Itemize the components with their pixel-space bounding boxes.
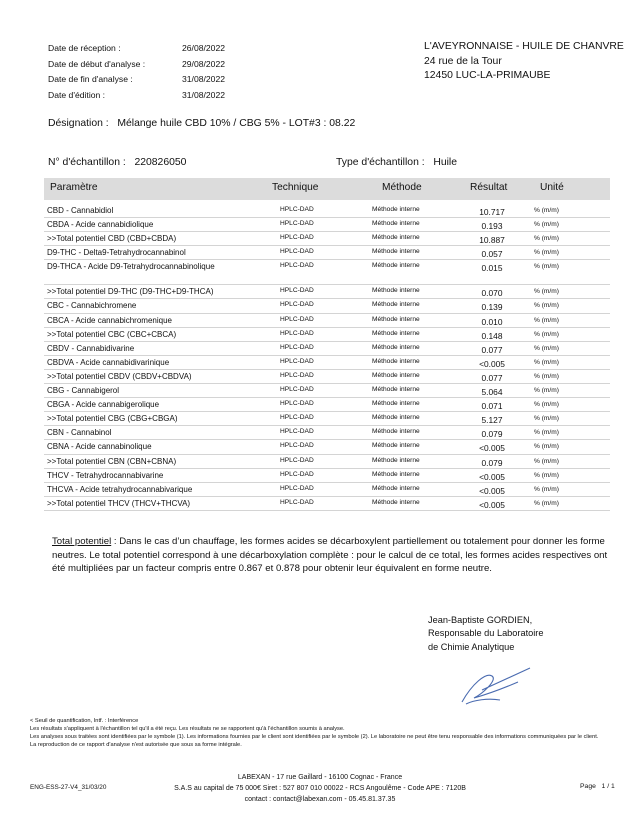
company-line: LABEXAN - 17 rue Gaillard - 16100 Cognac - France: [237, 774, 403, 781]
cell-unite: % (m/m): [534, 443, 559, 451]
cell-parametre: CBN - Cannabinol: [47, 428, 112, 438]
header-technique: Technique: [272, 182, 319, 193]
cell-parametre: CBG - Cannabigerol: [47, 386, 120, 396]
signatory-role: de Chimie Analytique: [428, 641, 515, 652]
cell-resultat: <0.005: [479, 485, 505, 496]
table-row: [44, 469, 610, 483]
cell-methode: Méthode interne: [372, 371, 420, 379]
cell-technique: HPLC-DAD: [280, 357, 314, 365]
handwritten-signature: [452, 664, 542, 710]
cell-unite: % (m/m): [534, 415, 559, 423]
cell-methode: Méthode interne: [372, 400, 420, 408]
document-reference: ENG-ESS-27-V4_31/03/20: [30, 784, 107, 791]
cell-methode: Méthode interne: [372, 343, 420, 351]
cell-methode: Méthode interne: [372, 428, 420, 436]
header-resultat: Résultat: [470, 182, 508, 193]
cell-methode: Méthode interne: [372, 414, 420, 422]
cell-parametre: >>Total potentiel CBD (CBD+CBDA): [47, 234, 177, 244]
cell-resultat: 0.057: [481, 249, 503, 260]
header-parametre: Paramètre: [50, 182, 98, 193]
sample-number-label: N° d'échantillon :: [48, 157, 126, 168]
cell-technique: HPLC-DAD: [280, 262, 314, 270]
cell-technique: HPLC-DAD: [280, 371, 314, 379]
cell-technique: HPLC-DAD: [280, 456, 314, 464]
cell-technique: HPLC-DAD: [280, 343, 314, 351]
table-row: [44, 204, 610, 218]
designation: [48, 118, 355, 129]
cell-methode: Méthode interne: [372, 206, 420, 213]
cell-parametre: D9-THC - Delta9-Tetrahydrocannabinol: [47, 248, 186, 258]
table-row: [44, 497, 610, 511]
cell-resultat: 5.127: [481, 415, 503, 426]
cell-resultat: <0.005: [479, 443, 505, 454]
cell-resultat: 0.010: [481, 316, 503, 327]
address-line: L'AVEYRONNAISE - HUILE DE CHANVRE: [424, 41, 624, 52]
address-line: 12450 LUC-LA-PRIMAUBE: [424, 70, 551, 81]
date-label: Date d'édition :: [48, 89, 106, 100]
cell-methode: Méthode interne: [372, 287, 420, 295]
results-table-body: [44, 204, 610, 511]
footnotes: [30, 718, 630, 750]
cell-resultat: 0.079: [481, 457, 503, 468]
cell-resultat: 0.070: [481, 288, 503, 299]
cell-parametre: >>Total potentiel CBDV (CBDV+CBDVA): [47, 371, 192, 381]
cell-methode: Méthode interne: [372, 442, 420, 450]
cell-unite: % (m/m): [534, 235, 559, 243]
table-row: [44, 412, 610, 426]
cell-resultat: 0.139: [481, 302, 503, 313]
cell-parametre: CBD - Cannabidiol: [47, 206, 114, 215]
cell-methode: Méthode interne: [372, 484, 420, 492]
table-row: [44, 299, 610, 313]
cell-unite: % (m/m): [534, 358, 559, 366]
header-methode: Méthode: [382, 182, 422, 193]
sample-number: [48, 157, 186, 168]
cell-parametre: CBDVA - Acide cannabidivarinique: [47, 357, 170, 367]
cell-methode: Méthode interne: [372, 329, 420, 337]
designation-value: Mélange huile CBD 10% / CBG 5% - LOT#3 : 08.22: [117, 118, 356, 129]
footnote: La reproduction de ce rapport d'analyse n'est autorisée que sous sa forme intégrale.: [30, 741, 242, 748]
footnote: Les analyses sous traitées sont identifiées par le symbole (1). Les informations fournies par le client sont identifiées par le symbole (2). Le laboratoire ne peut être tenu responsable des informations communiquées par le client.: [30, 733, 599, 740]
cell-technique: HPLC-DAD: [280, 329, 314, 337]
cell-methode: Méthode interne: [372, 301, 420, 309]
cell-resultat: <0.005: [479, 499, 505, 510]
cell-parametre: CBNA - Acide cannabinolique: [47, 442, 152, 452]
cell-methode: Méthode interne: [372, 386, 420, 394]
table-row: [44, 218, 610, 232]
cell-technique: HPLC-DAD: [280, 484, 314, 492]
cell-unite: % (m/m): [534, 316, 559, 324]
table-row: [44, 232, 610, 246]
total-potential-note: [52, 535, 622, 576]
cell-unite: % (m/m): [534, 499, 559, 507]
date-row: [48, 72, 225, 88]
results-table-header: [44, 178, 610, 200]
company-line: contact : contact@labexan.com - 05.45.81.37.35: [244, 796, 396, 803]
cell-technique: HPLC-DAD: [280, 386, 314, 394]
page-value: 1 / 1: [601, 783, 615, 790]
cell-technique: HPLC-DAD: [280, 428, 314, 436]
table-row: [44, 398, 610, 412]
cell-resultat: 0.193: [481, 221, 503, 232]
cell-parametre: >>Total potentiel CBN (CBN+CBNA): [47, 456, 177, 466]
header-unite: Unité: [540, 182, 564, 193]
date-value: 26/08/2022: [182, 43, 226, 53]
date-value: 29/08/2022: [182, 58, 226, 69]
cell-unite: % (m/m): [534, 302, 559, 310]
cell-resultat: <0.005: [479, 471, 505, 482]
table-row: [44, 260, 610, 285]
date-row: [48, 41, 225, 57]
cell-parametre: >>Total potentiel THCV (THCV+THCVA): [47, 498, 191, 508]
date-label: Date de début d'analyse :: [48, 58, 146, 69]
cell-technique: HPLC-DAD: [280, 400, 314, 408]
sample-type-value: Huile: [433, 157, 457, 168]
dates-block: [48, 41, 225, 103]
cell-resultat: 0.079: [481, 429, 503, 440]
note-label: Total potentiel: [52, 536, 112, 547]
cell-technique: HPLC-DAD: [280, 301, 314, 309]
cell-unite: % (m/m): [534, 330, 559, 338]
cell-resultat: 0.077: [481, 372, 503, 383]
cell-methode: Méthode interne: [372, 234, 420, 242]
cell-unite: % (m/m): [534, 457, 559, 465]
cell-unite: % (m/m): [534, 471, 559, 479]
note-text: : Dans le cas d’un chauffage, les formes acides se décarboxylent partiellement ou totalement pour donner les forme neutres. Le total potentiel correspond à une décarboxylation complète : pour le calcul de ce total, les formes acides respectives ont été multipliées par un facteur compris entre 0.867 et 0.878 pour obtenir leur équivalent en forme neutre.: [52, 536, 608, 575]
cell-technique: HPLC-DAD: [280, 442, 314, 450]
date-label: Date de fin d'analyse :: [48, 74, 133, 84]
cell-technique: HPLC-DAD: [280, 315, 314, 323]
table-row: [44, 342, 610, 356]
table-row: [44, 483, 610, 497]
cell-parametre: CBGA - Acide cannabigerolique: [47, 400, 160, 410]
cell-technique: HPLC-DAD: [280, 498, 314, 506]
signatory-role: Responsable du Laboratoire: [428, 628, 544, 639]
cell-methode: Méthode interne: [372, 470, 420, 478]
table-row: [44, 285, 610, 299]
designation-label: Désignation :: [48, 118, 109, 129]
signatory-name: Jean-Baptiste GORDIEN,: [428, 615, 533, 625]
cell-unite: % (m/m): [534, 401, 559, 409]
cell-methode: Méthode interne: [372, 248, 420, 256]
cell-resultat: 5.064: [481, 387, 503, 398]
table-row: [44, 384, 610, 398]
cell-methode: Méthode interne: [372, 262, 420, 270]
client-address: [424, 40, 624, 84]
cell-technique: HPLC-DAD: [280, 248, 314, 256]
page-number: [580, 783, 615, 790]
cell-resultat: 0.071: [481, 401, 503, 412]
footnote: < Seuil de quantification, Intf. : Interférence: [30, 718, 139, 724]
cell-parametre: >>Total potentiel CBG (CBG+CBGA): [47, 414, 178, 424]
cell-methode: Méthode interne: [372, 220, 420, 228]
company-line: S.A.S au capital de 75 000€ Siret : 527 807 010 00022 - RCS Angoulême - Code APE : 7120B: [174, 785, 466, 792]
cell-resultat: 0.077: [481, 344, 503, 355]
table-row: [44, 328, 610, 342]
table-row: [44, 314, 610, 328]
cell-technique: HPLC-DAD: [280, 220, 314, 228]
table-row: [44, 370, 610, 384]
cell-parametre: D9-THCA - Acide D9-Tetrahydrocannabinolique: [47, 262, 215, 272]
table-row: [44, 426, 610, 440]
cell-resultat: 10.717: [479, 207, 505, 217]
cell-methode: Méthode interne: [372, 456, 420, 464]
sample-type-label: Type d'échantillon :: [336, 157, 425, 168]
cell-parametre: CBC - Cannabichromene: [47, 301, 137, 311]
sample-type: [336, 157, 457, 168]
cell-parametre: CBCA - Acide cannabichromenique: [47, 315, 172, 325]
cell-parametre: >>Total potentiel CBC (CBC+CBCA): [47, 329, 177, 339]
address-line: 24 rue de la Tour: [424, 55, 502, 67]
table-row: [44, 440, 610, 454]
cell-resultat: <0.005: [479, 358, 505, 369]
cell-technique: HPLC-DAD: [280, 287, 314, 295]
table-row: [44, 356, 610, 370]
cell-unite: % (m/m): [534, 263, 559, 271]
cell-parametre: >>Total potentiel D9-THC (D9-THC+D9-THCA): [47, 287, 214, 297]
cell-unite: % (m/m): [534, 207, 559, 214]
cell-technique: HPLC-DAD: [280, 470, 314, 478]
signatory-block: [428, 614, 543, 654]
date-label: Date de réception :: [48, 43, 121, 53]
cell-unite: % (m/m): [534, 221, 559, 229]
date-value: 31/08/2022: [182, 74, 226, 84]
cell-unite: % (m/m): [534, 249, 559, 257]
cell-unite: % (m/m): [534, 372, 559, 380]
cell-resultat: 0.148: [481, 330, 503, 341]
cell-resultat: 10.887: [479, 235, 505, 246]
date-value: 31/08/2022: [182, 89, 226, 100]
cell-unite: % (m/m): [534, 288, 559, 296]
cell-technique: HPLC-DAD: [280, 414, 314, 422]
cell-technique: HPLC-DAD: [280, 234, 314, 242]
footnote: Les résultats s'appliquent à l'échantillon tel qu'il a été reçu. Les résultats ne se rapportent qu'à l'échantillon soumis à analyse.: [30, 725, 345, 732]
cell-methode: Méthode interne: [372, 357, 420, 365]
sample-number-value: 220826050: [134, 157, 187, 168]
cell-unite: % (m/m): [534, 485, 559, 493]
cell-parametre: CBDA - Acide cannabidiolique: [47, 220, 154, 230]
cell-methode: Méthode interne: [372, 315, 420, 323]
cell-parametre: CBDV - Cannabidivarine: [47, 343, 135, 353]
date-row: [48, 88, 225, 104]
company-footer: [160, 772, 480, 805]
date-row: [48, 57, 225, 73]
cell-resultat: 0.015: [481, 263, 503, 274]
cell-technique: HPLC-DAD: [280, 206, 314, 213]
page-label: Page: [580, 783, 596, 790]
cell-methode: Méthode interne: [372, 498, 420, 506]
cell-unite: % (m/m): [534, 387, 559, 395]
table-row: [44, 455, 610, 469]
table-row: [44, 246, 610, 260]
cell-parametre: THCV - Tetrahydrocannabivarine: [47, 470, 164, 480]
cell-unite: % (m/m): [534, 344, 559, 352]
cell-unite: % (m/m): [534, 429, 559, 437]
cell-parametre: THCVA - Acide tetrahydrocannabivarique: [47, 484, 193, 494]
